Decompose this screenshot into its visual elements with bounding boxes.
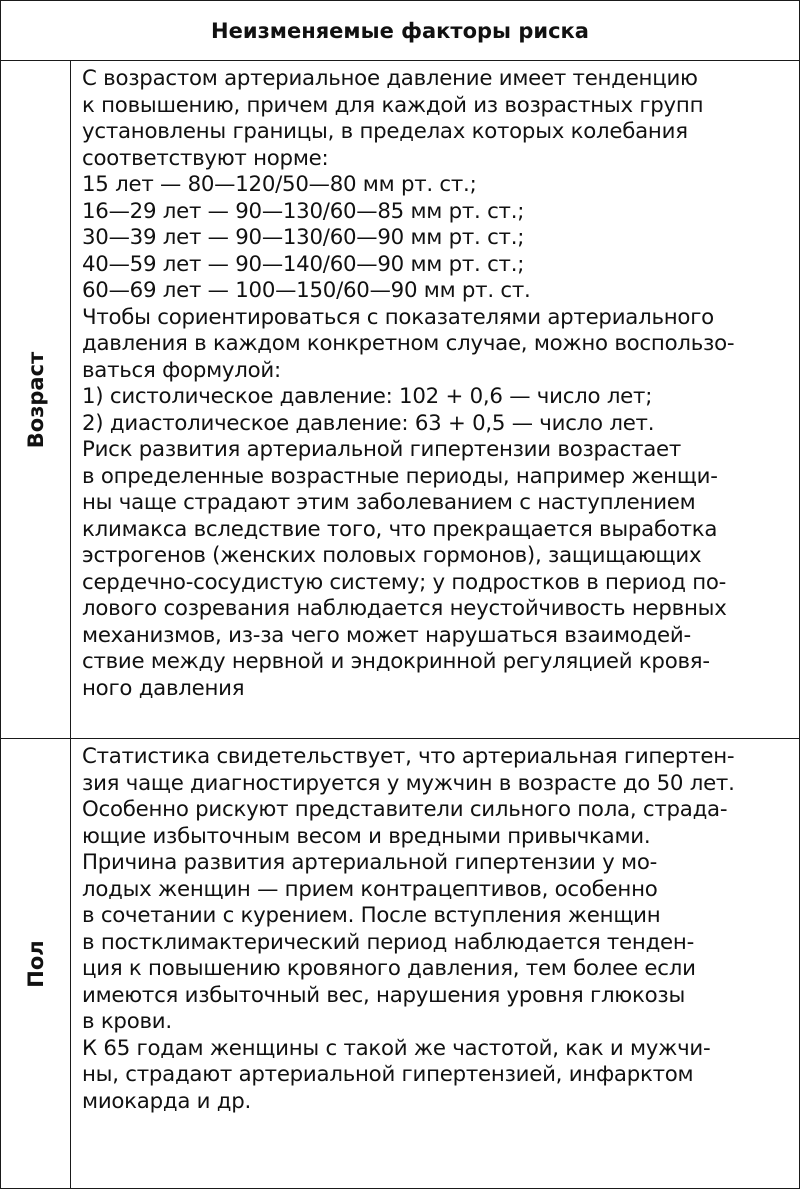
text-line: К 65 годам женщины с такой же частотой, как и мужчи-	[82, 1035, 711, 1061]
text-line: 16—29 лет — 90—130/60—85 мм рт. ст.;	[82, 198, 525, 224]
text-line: ваться формулой:	[82, 357, 281, 383]
text-line: 2) диастолическое давление: 63 + 0,5 — число лет.	[82, 410, 655, 436]
row-label-cell	[1, 739, 71, 1188]
text-line: имеются избыточный вес, нарушения уровня глюкозы	[82, 982, 686, 1008]
text-line: 30—39 лет — 90—130/60—90 мм рт. ст.;	[82, 225, 525, 250]
row-content-sex	[82, 744, 789, 1115]
text-line: ствие между нервной и эндокринной регуляцией кровя-	[82, 649, 710, 674]
table-row-age	[1, 61, 799, 739]
text-line: 15 лет — 80—120/50—80 мм рт. ст.;	[82, 172, 477, 197]
row-label-sex: Пол	[23, 939, 48, 988]
text-line: лового созревания наблюдается неустойчивость нервных	[82, 596, 727, 621]
text-line: механизмов, из-за чего может нарушаться взаимодей-	[82, 622, 691, 648]
table-title: Неизменяемые факторы риска	[1, 1, 799, 61]
text-line: зия чаще диагностируется у мужчин в возрасте до 50 лет.	[82, 770, 735, 796]
text-line: С возрастом артериальное давление имеет тенденцию	[82, 66, 698, 91]
text-line: ного давления	[82, 675, 245, 701]
text-line: ны чаще страдают этим заболеванием с наступлением	[82, 490, 696, 515]
text-line: в постклимактерический период наблюдается тенден-	[82, 929, 695, 955]
text-line: Риск развития артериальной гипертензии возрастает	[82, 437, 682, 462]
table-row-sex	[1, 739, 799, 1188]
text-line: в сочетании с курением. После вступления женщин	[82, 903, 661, 928]
text-line: Чтобы сориентироваться с показателями артериального	[82, 304, 714, 330]
text-line: Причина развития артериальной гипертензии у мо-	[82, 850, 658, 875]
text-line: ны, страдают артериальной гипертензией, инфарктом	[82, 1062, 694, 1087]
text-line: Особенно рискуют представители сильного пола, страда-	[82, 797, 728, 822]
text-line: 1) систолическое давление: 102 + 0,6 — число лет;	[82, 384, 653, 409]
text-line: к повышению, причем для каждой из возрастных групп	[82, 92, 704, 118]
text-line: 60—69 лет — 100—150/60—90 мм рт. ст.	[82, 278, 531, 303]
text-line: миокарда и др.	[82, 1088, 252, 1114]
text-line: 40—59 лет — 90—140/60—90 мм рт. ст.;	[82, 251, 525, 277]
row-label-age: Возраст	[23, 351, 48, 448]
text-line: соответствуют норме:	[82, 145, 329, 171]
row-content-age	[82, 66, 789, 702]
text-line: Статистика свидетельствует, что артериальная гипертен-	[82, 744, 735, 769]
text-line: в крови.	[82, 1009, 172, 1034]
text-line: климакса вследствие того, что прекращается выработка	[82, 516, 718, 542]
text-line: в определенные возрастные периоды, например женщи-	[82, 463, 718, 489]
text-line: ющие избыточным весом и вредными привычками.	[82, 823, 651, 849]
text-line: давления в каждом конкретном случае, можно воспользо-	[82, 331, 735, 356]
text-line: лодых женщин — прием контрацептивов, особенно	[82, 876, 658, 902]
text-line: ция к повышению кровяного давления, тем более если	[82, 956, 696, 981]
text-line: сердечно-сосудистую систему; у подростков в период по-	[82, 569, 727, 595]
text-line: эстрогенов (женских половых гормонов), защищающих	[82, 543, 702, 568]
text-line: установлены границы, в пределах которых колебания	[82, 119, 688, 144]
row-label-cell	[1, 61, 71, 738]
